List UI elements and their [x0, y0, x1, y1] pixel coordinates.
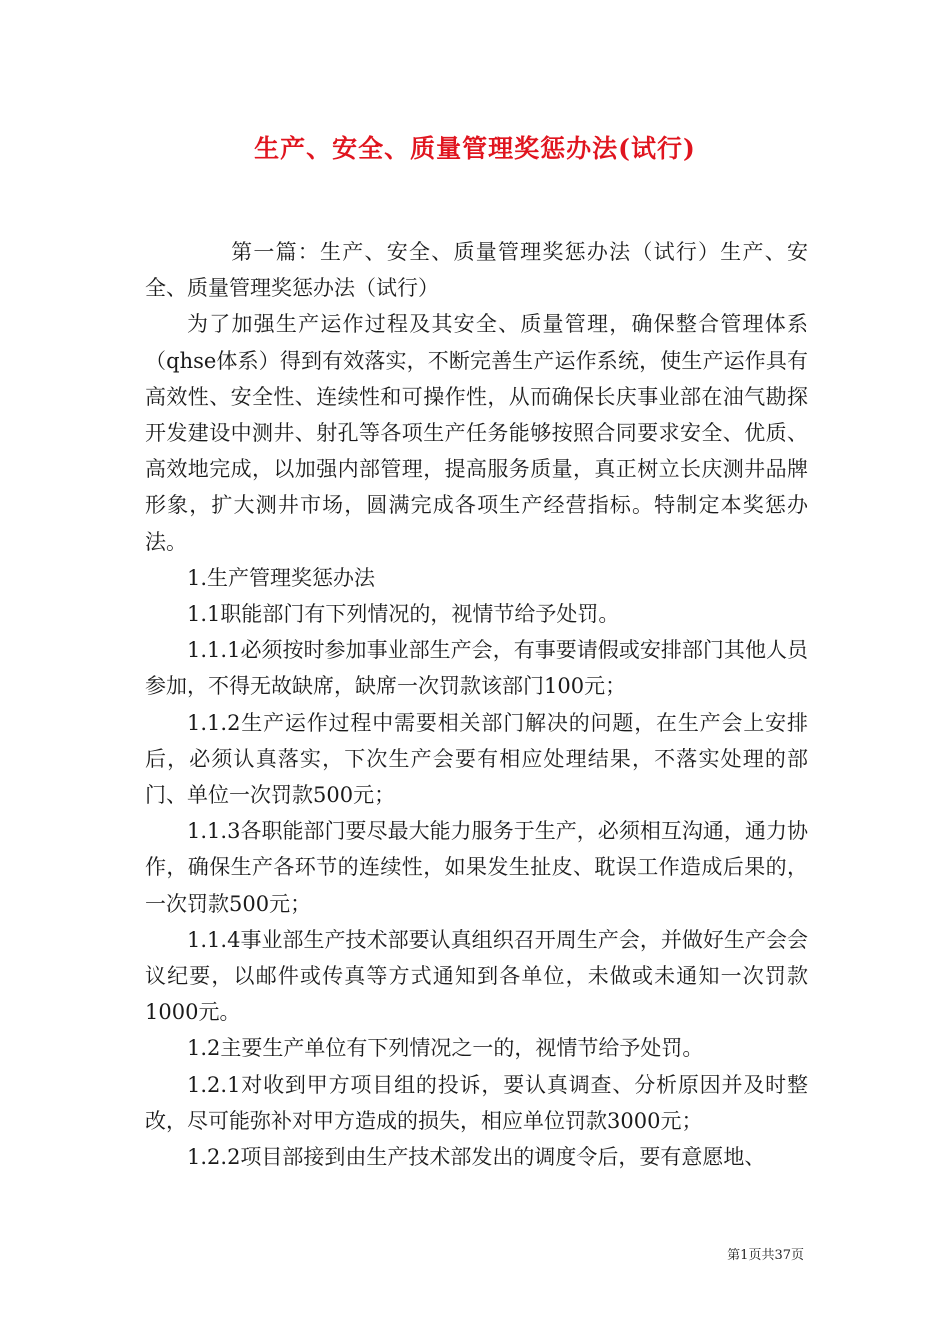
- clause-1-2-1: 1.2.1对收到甲方项目组的投诉，要认真调查、分析原因并及时整改，尽可能弥补对甲方造成的损失，相应单位罚款3000元；: [145, 1072, 808, 1133]
- paragraph-intro: 第一篇：生产、安全、质量管理奖惩办法（试行）生产、安全、质量管理奖惩办法（试行）: [145, 240, 808, 301]
- clause-1-1: 1.1职能部门有下列情况的，视情节给予处罚。: [187, 602, 620, 627]
- clause-1-1-3: 1.1.3各职能部门要尽最大能力服务于生产，必须相互沟通，通力协作，确保生产各环节的连续性，如果发生扯皮、耽误工作造成后果的，一次罚款500元；: [145, 819, 808, 916]
- clause-1-1-4: 1.1.4事业部生产技术部要认真组织召开周生产会，并做好生产会会议纪要，以邮件或传真等方式通知到各单位，未做或未通知一次罚款1000元。: [145, 927, 808, 1025]
- clause-1-1-1: 1.1.1必须按时参加事业部生产会，有事要请假或安排部门其他人员参加，不得无故缺席，缺席一次罚款该部门100元；: [145, 638, 808, 699]
- clause-1-2: 1.2主要生产单位有下列情况之一的，视情节给予处罚。: [187, 1036, 704, 1061]
- section-heading-1: 1.生产管理奖惩办法: [187, 565, 376, 590]
- document-body: [145, 234, 808, 1175]
- clause-1-1-2: 1.1.2生产运作过程中需要相关部门解决的问题，在生产会上安排后，必须认真落实，下次生产会要有相应处理结果，不落实处理的部门、单位一次罚款500元；: [145, 710, 808, 808]
- document-title: 生产、安全、质量管理奖惩办法(试行): [254, 134, 696, 163]
- clause-1-2-2: 1.2.2项目部接到由生产技术部发出的调度令后，要有意愿地、: [187, 1145, 766, 1170]
- paragraph-purpose: 为了加强生产运作过程及其安全、质量管理，确保整合管理体系（qhse体系）得到有效落实，不断完善生产运作系统，使生产运作具有高效性、安全性、连续性和可操作性，从而确保长庆事业部在油气勘探开发建设中测井、射孔等各项生产任务能够按照合同要求安全、优质、高效地完成，以加强内部管理，提高服务质量，真正树立长庆测井品牌形象，扩大测井市场，圆满完成各项生产经营指标。特制定本奖惩办法。: [145, 312, 808, 554]
- page-number: 第1页共37页: [727, 1248, 804, 1263]
